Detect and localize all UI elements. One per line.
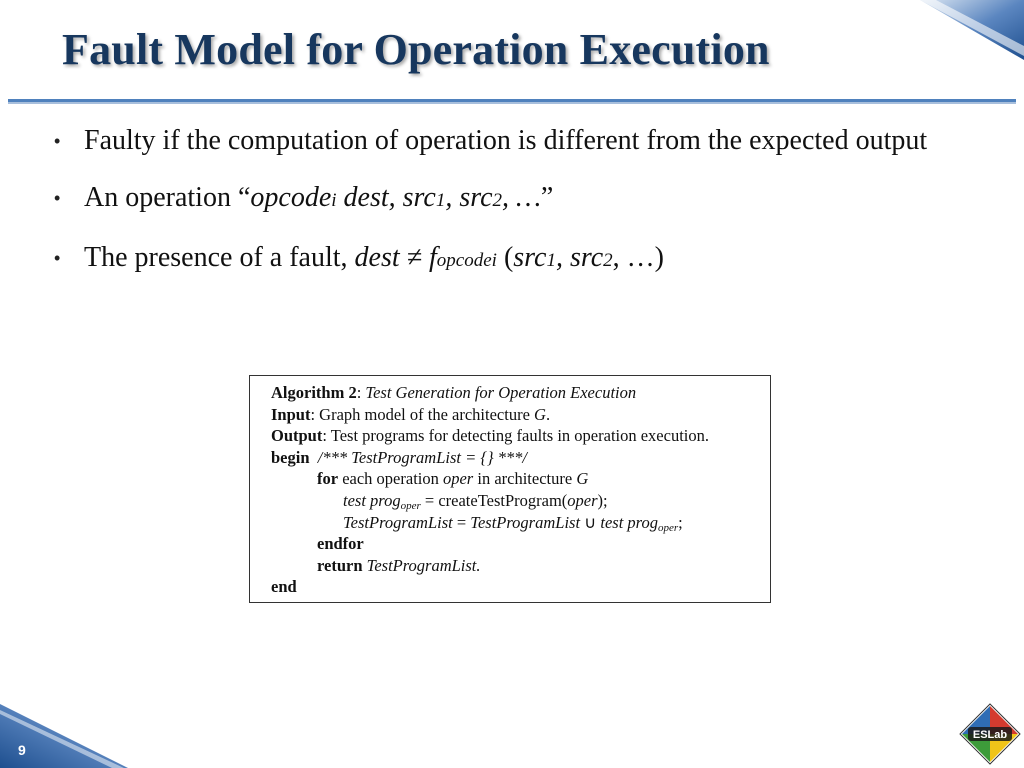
bullet-item — [48, 120, 928, 162]
input-period: . — [545, 404, 551, 424]
ellipsis-term: , … — [612, 242, 655, 273]
src-term: src — [513, 242, 547, 273]
testprog-subscript: oper — [657, 521, 679, 534]
endfor-keyword: endfor — [317, 534, 364, 554]
bullet-text: Faulty if the computation of operation is different from the expected output — [84, 125, 928, 156]
algorithm-output-line — [271, 425, 770, 447]
output-keyword: Output — [271, 426, 323, 446]
return-value: TestProgramList. — [362, 555, 481, 575]
not-equal-sign: ≠ — [399, 242, 430, 273]
create-end: ); — [597, 490, 608, 510]
logo-text: ESLab — [972, 729, 1008, 741]
bullet-dot-icon: • — [54, 248, 61, 268]
bullet-dot-icon: • — [54, 188, 61, 208]
for-variable: oper — [442, 469, 474, 489]
title-divider — [8, 98, 1016, 106]
slide-title: Fault Model for Operation Execution — [62, 25, 770, 74]
output-text: : Test programs for detecting faults in operation execution. — [322, 426, 709, 446]
algorithm-heading — [271, 382, 770, 404]
list-variable-rhs: TestProgramList — [470, 512, 581, 532]
dest-term: dest — [354, 242, 400, 273]
bullet-list — [48, 120, 928, 297]
heading-colon: : — [356, 383, 366, 402]
bullet-item — [48, 177, 928, 222]
input-variable: G — [534, 404, 546, 424]
function-term: f — [429, 242, 437, 273]
input-keyword: Input — [271, 404, 311, 424]
assign-sign: = — [452, 512, 471, 532]
paren-open: ( — [496, 242, 514, 273]
bullet-text-prefix: An operation “ — [84, 182, 251, 213]
begin-comment: /*** TestProgramList = {} ***/ — [309, 447, 527, 467]
function-subscript: opcodei — [436, 250, 497, 271]
bullet-dot-icon: • — [54, 131, 61, 151]
algorithm-union-line — [271, 512, 770, 534]
algorithm-begin-line — [271, 447, 770, 469]
for-keyword: for — [317, 469, 339, 489]
algorithm-box — [249, 375, 771, 603]
ellipsis-term: , … — [502, 182, 541, 213]
dest-src-term: dest, src — [336, 182, 436, 213]
algorithm-label: Algorithm 2 — [271, 383, 357, 402]
opcode-subscript: i — [331, 190, 337, 211]
algorithm-title: Test Generation for Operation Execution — [365, 383, 637, 402]
src1-subscript: 1 — [546, 250, 556, 271]
src2-subscript: 2 — [603, 250, 613, 271]
testprog-variable: test prog — [343, 490, 401, 510]
page-number: 9 — [18, 742, 26, 758]
bullet-item — [48, 237, 928, 282]
algorithm-return-line — [271, 555, 770, 577]
src2-term: , src — [445, 182, 493, 213]
union-end: ; — [678, 512, 683, 532]
for-text-2: in architecture — [473, 469, 577, 489]
src1-subscript: 1 — [435, 190, 446, 211]
end-keyword: end — [271, 577, 297, 597]
return-keyword: return — [317, 555, 363, 575]
for-graph-variable: G — [576, 469, 589, 489]
algorithm-endfor-line — [271, 533, 770, 555]
testprog-subscript: oper — [400, 499, 421, 512]
for-text: each operation — [338, 469, 443, 489]
corner-decoration-top-right — [884, 0, 1024, 60]
close-quote: ” — [540, 182, 554, 213]
algorithm-create-line — [271, 490, 770, 512]
algorithm-for-line — [271, 468, 770, 490]
list-variable: TestProgramList — [343, 512, 453, 532]
eslab-logo — [958, 702, 1022, 766]
input-text: : Graph model of the architecture — [310, 404, 535, 424]
paren-close: ) — [654, 242, 664, 273]
src2-subscript: 2 — [492, 190, 503, 211]
testprog-variable: test prog — [600, 512, 658, 532]
algorithm-end-line — [271, 576, 770, 598]
union-sign: ∪ — [580, 512, 601, 532]
create-arg: oper — [567, 490, 598, 510]
corner-decoration-bottom-left — [0, 704, 140, 768]
algorithm-input-line — [271, 404, 770, 426]
bullet-text-prefix: The presence of a fault, — [84, 242, 355, 273]
begin-keyword: begin — [271, 447, 310, 467]
create-call: = createTestProgram( — [420, 490, 568, 510]
src2-term: , src — [555, 242, 604, 273]
opcode-term: opcode — [250, 182, 332, 213]
